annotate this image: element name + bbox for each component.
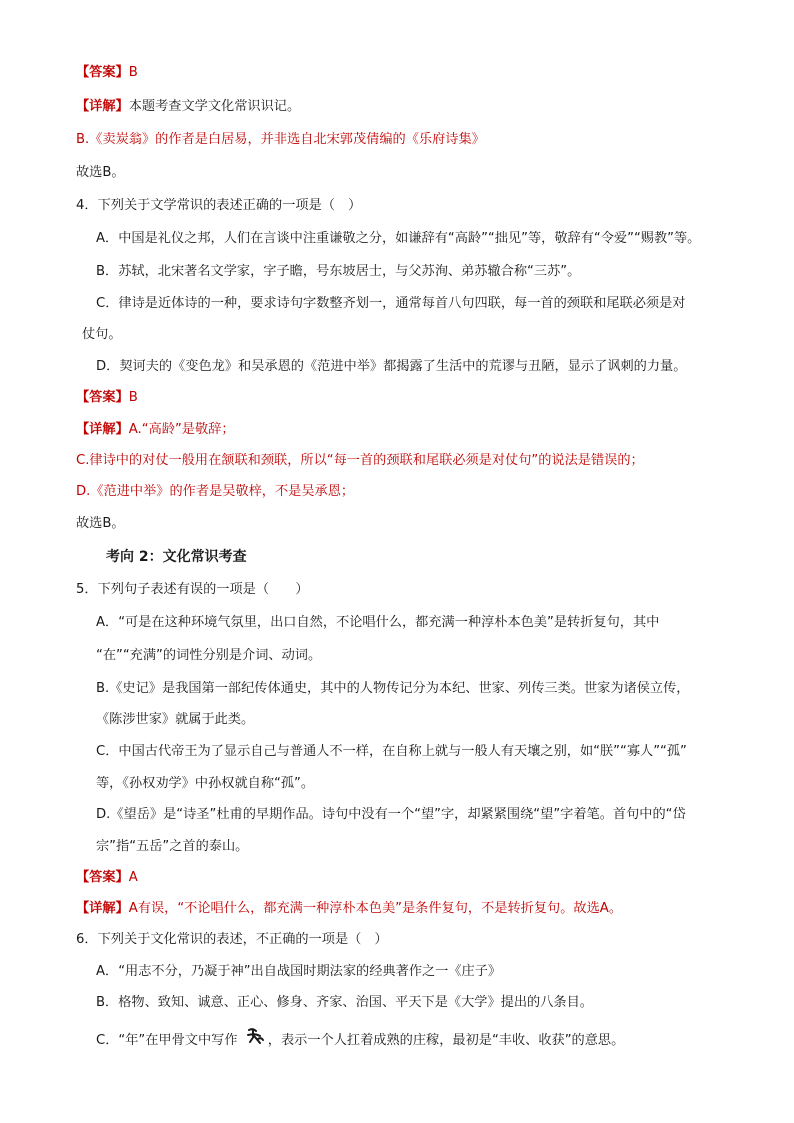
option-c-post: ，表示一个人扛着成熟的庄稼，最初是“丰收、收获”的意思。 xyxy=(267,1033,625,1048)
option-c-pre: C．“年”在甲骨文中写作 xyxy=(96,1033,238,1048)
q5-option-b: B.《史记》是我国第一部纪传体通史，其中的人物传记分为本纪、世家、列传三类。世家为诸侯立传， xyxy=(96,681,690,696)
q4-option-c-cont: 仗句。 xyxy=(82,327,122,342)
q4-option-a: A．中国是礼仪之邦，人们在言谈中注重谦敬之分，如谦辞有“高龄”“拙见”等，敬辞有“令爱”“赐教”等。 xyxy=(96,231,701,246)
detail-tag: 【详解】 xyxy=(76,422,129,437)
q5-detail xyxy=(76,900,622,918)
answer-tag: 【答案】 xyxy=(76,870,129,885)
q4-detail-d: D.《范进中举》的作者是吴敬梓，不是吴承恩； xyxy=(76,484,355,499)
q6-option-c xyxy=(96,1027,624,1053)
q5-option-a: A．“可是在这种环境气氛里，出口自然，不论唱什么，都充满一种淳朴本色美”是转折复句，其中 xyxy=(96,615,660,630)
q3-detail xyxy=(76,98,300,116)
q5-option-b-cont: 《陈涉世家》就属于此类。 xyxy=(96,712,255,727)
section-title: 考向 2：文化常识考查 xyxy=(106,549,247,565)
q6-option-a: A．“用志不分，乃凝于神”出自战国时期法家的经典著作之一《庄子》 xyxy=(96,964,502,979)
answer-value: B xyxy=(128,65,138,80)
q4-conclusion: 故选B。 xyxy=(76,516,125,531)
q5-stem: 5．下列句子表述有误的一项是（ ） xyxy=(76,582,309,597)
answer-tag: 【答案】 xyxy=(76,65,129,80)
q4-detail xyxy=(76,421,235,439)
detail-text: A有误，“不论唱什么，都充满一种淳朴本色美”是条件复句，不是转折复句。故选A。 xyxy=(128,901,623,916)
q4-option-b: B．苏轼，北宋著名文学家，字子瞻，号东坡居士，与父苏洵、弟苏辙合称“三苏”。 xyxy=(96,264,581,279)
q5-option-a-cont: “在”“充满”的词性分别是介词、动词。 xyxy=(96,648,322,663)
detail-text: 本题考查文学文化常识识记。 xyxy=(128,99,301,114)
q4-option-c: C．律诗是近体诗的一种，要求诗句字数整齐划一，通常每首八句四联，每一首的颈联和尾联必须是对 xyxy=(96,296,686,311)
q3-detail-line: B.《卖炭翁》的作者是白居易，并非选自北宋郭茂倩编的《乐府诗集》 xyxy=(76,132,485,147)
q4-stem: 4．下列关于文学常识的表述正确的一项是（ ） xyxy=(76,198,362,213)
q4-answer xyxy=(76,389,138,407)
q5-answer xyxy=(76,869,138,887)
q4-detail-c: C.律诗中的对仗一般用在颔联和颈联，所以“每一首的颈联和尾联必须是对仗句”的说法是错误的； xyxy=(76,453,644,468)
detail-tag: 【详解】 xyxy=(76,99,129,114)
q5-option-d-cont: 宗”指“五岳”之首的泰山。 xyxy=(96,839,249,854)
answer-value: A xyxy=(128,870,138,885)
q4-option-d: D．契诃夫的《变色龙》和吴承恩的《范进中举》都揭露了生活中的荒谬与丑陋，显示了讽刺的力量。 xyxy=(96,359,687,374)
q6-stem: 6．下列关于文化常识的表述，不正确的一项是（ ） xyxy=(76,932,388,947)
q6-option-b: B．格物、致知、诚意、正心、修身、齐家、治国、平天下是《大学》提出的八条目。 xyxy=(96,995,593,1010)
q3-answer xyxy=(76,64,138,82)
detail-tag: 【详解】 xyxy=(76,901,129,916)
detail-text: A.“高龄”是敬辞； xyxy=(128,422,235,437)
q5-option-c: C．中国古代帝王为了显示自己与普通人不一样，在自称上就与一般人有天壤之别，如“朕”“寡人”“孤” xyxy=(96,744,687,759)
q5-option-c-cont: 等，《孙权劝学》中孙权就自称“孤”。 xyxy=(96,776,315,791)
answer-value: B xyxy=(128,390,138,405)
oracle-bone-nian-icon xyxy=(244,1027,266,1053)
q3-conclusion: 故选B。 xyxy=(76,165,125,180)
answer-tag: 【答案】 xyxy=(76,390,129,405)
q5-option-d: D.《望岳》是“诗圣”杜甫的早期作品。诗句中没有一个“望”字，却紧紧围绕“望”字着笔。首句中的“岱 xyxy=(96,807,686,822)
